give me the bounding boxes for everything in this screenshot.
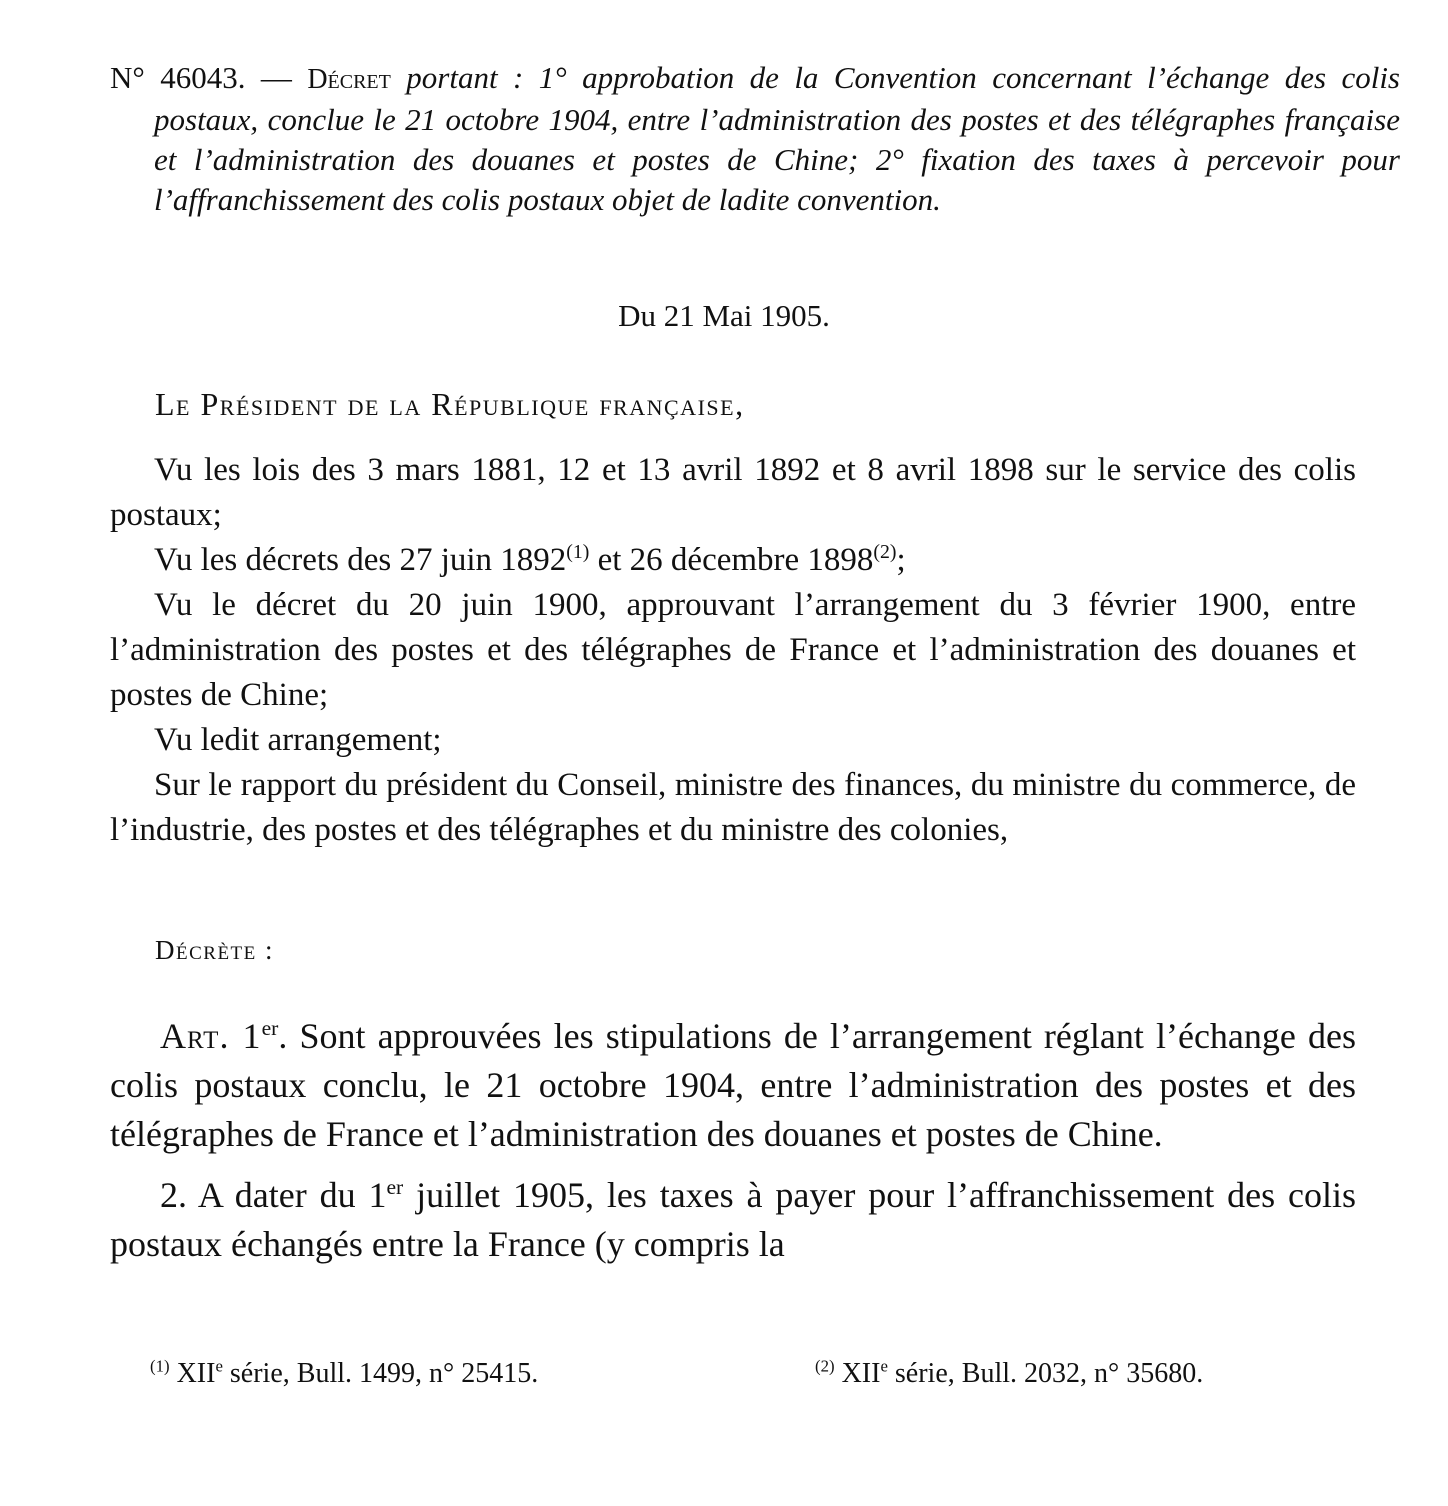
decree-summary: portant : 1° approbation de la Convention concernant l’échange des colis postaux, conclue le 21 octobre 1904, entre l’administration des postes et des télégraphes française et l’administration des douanes et postes de Chine; 2° fixation des taxes à percevoir pour l’affranchissement des colis postaux objet de ladite convention. (154, 60, 1400, 217)
article-1: Art. 1er. Sont approuvées les stipulations de l’arrangement réglant l’échange des colis postaux conclu, le 21 octobre 1904, entre l’administration des postes et des télégraphes de France et l’administration des douanes et postes de Chine. (110, 1016, 1356, 1154)
preamble-decree-1900: Vu le décret du 20 juin 1900, approuvant l’arrangement du 3 février 1900, entre l’administration des postes et des télégraphes de France et l’administration des douanes et postes de Chine; (110, 587, 1356, 713)
decree-heading (110, 58, 1400, 220)
article-1-label: Art. 1 (160, 1016, 262, 1056)
footnote-2: $^{(2)}$ XIIe série, Bull. 2032, n° 35680. (815, 1356, 1204, 1389)
footnote-ref-2: (2) (873, 541, 897, 563)
decree-title: Décret (307, 64, 391, 95)
decree-number: N° 46043. — (110, 60, 308, 95)
president-heading: Le Président de la République française, (155, 386, 745, 422)
preamble-arrangement: Vu ledit arrangement; (154, 722, 442, 758)
articles (110, 1012, 1356, 1281)
preamble-report: Sur le rapport du président du Conseil, ministre des finances, du ministre du commerce, de l’industrie, des postes et des télégraphes et du ministre des colonies, (110, 767, 1356, 848)
preamble-laws: Vu les lois des 3 mars 1881, 12 et 13 avril 1892 et 8 avril 1898 sur le service des colis postaux; (110, 452, 1356, 533)
decree-date: Du 21 Mai 1905. (618, 298, 830, 333)
preamble-decrees: Vu les décrets des 27 juin 1892$^{(1)}$ et 26 décembre 1898$^{(2)}$; (154, 541, 906, 578)
decrete-heading: Décrète : (155, 935, 275, 965)
article-2: 2. A dater du 1er juillet 1905, les taxes à payer pour l’affranchissement des colis postaux échangés entre la France (y compris la (110, 1175, 1356, 1264)
preamble (110, 448, 1356, 853)
footnote-1: $^{(1)}$ XIIe série, Bull. 1499, n° 25415. (150, 1356, 539, 1389)
footnote-ref-1: (1) (566, 541, 590, 563)
